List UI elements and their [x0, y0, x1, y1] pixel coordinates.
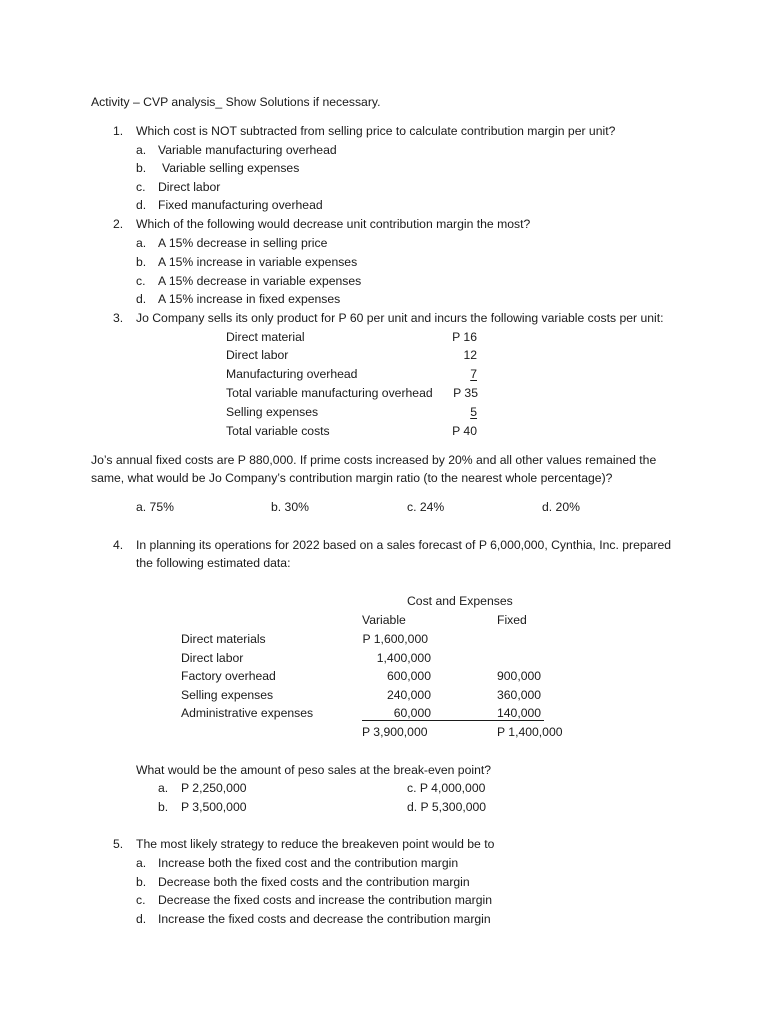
q2-option-b-letter: b. [136, 255, 147, 269]
q5-option-c-letter: c. [136, 893, 146, 907]
cost-label-direct-material: Direct material [226, 330, 305, 344]
q4-choice-a: P 2,250,000 [181, 781, 247, 795]
table-header: Cost and Expenses [407, 594, 513, 608]
row-variable-selling-expenses: 240,000 [386, 688, 431, 702]
total-rule [362, 720, 544, 721]
q3-paragraph-line2: same, what would be Jo Company’s contribution margin ratio (to the nearest whole percentage)? [91, 471, 613, 485]
row-label-direct-labor: Direct labor [181, 651, 244, 665]
row-label-selling-expenses: Selling expenses [181, 688, 274, 702]
q4-choice-b-letter: b. [158, 800, 169, 814]
q2-option-a: A 15% decrease in selling price [158, 236, 328, 250]
q2-option-a-letter: a. [136, 236, 147, 250]
q3-choice-a: a. 75% [136, 500, 174, 514]
row-fixed-selling-expenses: 360,000 [497, 688, 542, 702]
q4-choice-b: P 3,500,000 [181, 800, 247, 814]
q1-option-a-letter: a. [136, 143, 147, 157]
q4-line1: In planning its operations for 2022 based on a sales forecast of P 6,000,000, Cynthia, Inc. prepared [136, 538, 672, 552]
q3-choice-c: c. 24% [407, 500, 445, 514]
q1-option-d-letter: d. [136, 198, 147, 212]
q1-option-b: Variable selling expenses [162, 161, 300, 175]
q4-question: What would be the amount of peso sales at the break-even point? [136, 763, 492, 777]
total-variable: P 3,900,000 [362, 725, 428, 739]
q3-choice-b: b. 30% [271, 500, 309, 514]
q5-option-c: Decrease the fixed costs and increase the contribution margin [158, 893, 492, 907]
q2-option-c: A 15% decrease in variable expenses [158, 274, 362, 288]
cost-value-total-variable-costs: P 40 [452, 424, 477, 438]
q1-number: 1. [113, 124, 124, 138]
row-variable-direct-materials: P 1,600,000 [362, 632, 428, 646]
row-label-factory-overhead: Factory overhead [181, 669, 276, 683]
q1-text: Which cost is NOT subtracted from selling price to calculate contribution margin per unit? [136, 124, 616, 138]
q3-number: 3. [113, 311, 124, 325]
q4-number: 4. [113, 538, 124, 552]
q4-choice-d: d. P 5,300,000 [407, 800, 487, 814]
cost-label-total-variable-costs: Total variable costs [226, 424, 330, 438]
row-label-direct-materials: Direct materials [181, 632, 266, 646]
cost-value-manufacturing-overhead: 7 [470, 367, 477, 381]
cost-label-direct-labor: Direct labor [226, 348, 289, 362]
q5-number: 5. [113, 837, 124, 851]
q2-option-d-letter: d. [136, 292, 147, 306]
row-variable-direct-labor: 1,400,000 [376, 651, 431, 665]
q1-option-b-letter: b. [136, 161, 147, 175]
q5-text: The most likely strategy to reduce the breakeven point would be to [136, 837, 495, 851]
q3-text: Jo Company sells its only product for P 60 per unit and incurs the following variable costs per unit: [136, 311, 664, 325]
cost-label-selling-expenses: Selling expenses [226, 405, 319, 419]
document-title: Activity – CVP analysis_ Show Solutions if necessary. [91, 95, 381, 109]
q2-option-d: A 15% increase in fixed expenses [158, 292, 341, 306]
row-label-administrative-expenses: Administrative expenses [181, 706, 314, 720]
q4-line2: the following estimated data: [136, 556, 291, 570]
cost-label-total-variable-mfg-overhead: Total variable manufacturing overhead [226, 386, 433, 400]
q1-option-c-letter: c. [136, 180, 146, 194]
row-fixed-factory-overhead: 900,000 [497, 669, 542, 683]
row-variable-factory-overhead: 600,000 [386, 669, 431, 683]
q5-option-a-letter: a. [136, 856, 147, 870]
q4-choice-c: c. P 4,000,000 [407, 781, 486, 795]
q4-choice-a-letter: a. [158, 781, 169, 795]
row-variable-administrative-expenses: 60,000 [393, 706, 431, 720]
column-fixed: Fixed [497, 613, 527, 627]
q3-paragraph-line1: Jo’s annual fixed costs are P 880,000. If prime costs increased by 20% and all other values remained the [91, 453, 657, 467]
cost-value-direct-labor: 12 [463, 348, 477, 362]
q2-option-c-letter: c. [136, 274, 146, 288]
cost-label-manufacturing-overhead: Manufacturing overhead [226, 367, 358, 381]
total-fixed: P 1,400,000 [497, 725, 563, 739]
q2-text: Which of the following would decrease unit contribution margin the most? [136, 217, 531, 231]
cost-value-total-variable-mfg-overhead: P 35 [453, 386, 478, 400]
q5-option-a: Increase both the fixed cost and the contribution margin [158, 856, 459, 870]
cost-value-selling-expenses: 5 [470, 405, 477, 419]
q2-number: 2. [113, 217, 124, 231]
q1-option-d: Fixed manufacturing overhead [158, 198, 323, 212]
q5-option-d: Increase the fixed costs and decrease the contribution margin [158, 912, 491, 926]
q5-option-b-letter: b. [136, 875, 147, 889]
q2-option-b: A 15% increase in variable expenses [158, 255, 358, 269]
column-variable: Variable [362, 613, 406, 627]
q1-option-c: Direct labor [158, 180, 221, 194]
row-fixed-administrative-expenses: 140,000 [497, 706, 542, 720]
q1-option-a: Variable manufacturing overhead [158, 143, 337, 157]
cost-value-direct-material: P 16 [452, 330, 477, 344]
q5-option-b: Decrease both the fixed costs and the contribution margin [158, 875, 470, 889]
q3-choice-d: d. 20% [542, 500, 580, 514]
q5-option-d-letter: d. [136, 912, 147, 926]
